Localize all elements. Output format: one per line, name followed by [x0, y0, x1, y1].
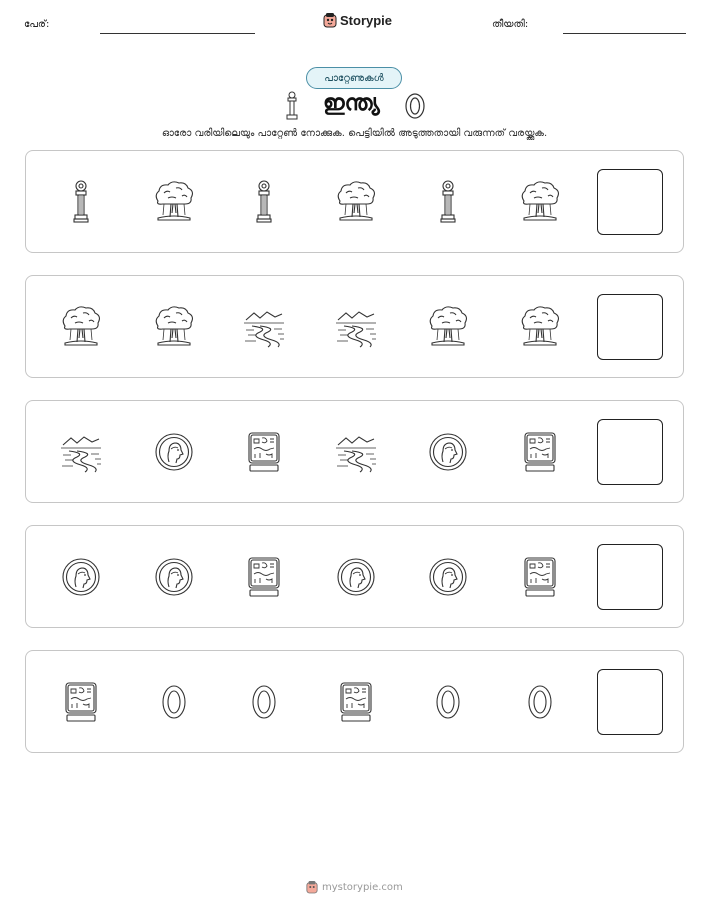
pattern-row — [25, 275, 684, 378]
coin-icon — [334, 554, 378, 600]
zero-icon — [518, 679, 562, 725]
seal-icon — [59, 679, 103, 725]
answer-box[interactable] — [597, 169, 663, 235]
zero-icon — [426, 679, 470, 725]
pattern-row — [25, 150, 684, 253]
brand-name: Storypie — [340, 12, 393, 28]
page-title: ഇന്ത്യ — [323, 91, 380, 116]
banyan-tree-icon — [518, 179, 562, 225]
date-line[interactable] — [563, 33, 686, 34]
pillar-icon — [59, 179, 103, 225]
answer-box[interactable] — [597, 544, 663, 610]
pattern-row — [25, 400, 684, 503]
answer-box[interactable] — [597, 294, 663, 360]
seal-icon — [518, 554, 562, 600]
seal-icon — [518, 429, 562, 475]
storypie-mascot-icon — [306, 880, 318, 894]
pattern-row — [25, 650, 684, 753]
instructions: ഓരോ വരിയിലെയും പാറ്റേൺ നോക്കുക. പെട്ടിയിൽ അടുത്തതായി വരുന്നത് വരയ്ക്കുക. — [161, 128, 548, 139]
seal-icon — [334, 679, 378, 725]
pillar-icon — [283, 91, 301, 121]
river-icon — [242, 304, 286, 350]
name-label: പേര്: — [24, 19, 50, 30]
pillar-icon — [426, 179, 470, 225]
banyan-tree-icon — [59, 304, 103, 350]
coin-icon — [59, 554, 103, 600]
pillar-icon — [242, 179, 286, 225]
seal-icon — [242, 429, 286, 475]
answer-box[interactable] — [597, 669, 663, 735]
name-line[interactable] — [100, 33, 255, 34]
coin-icon — [152, 554, 196, 600]
topic-badge: പാറ്റേണുകൾ — [306, 67, 402, 89]
pattern-row — [25, 525, 684, 628]
banyan-tree-icon — [426, 304, 470, 350]
seal-icon — [242, 554, 286, 600]
brand-logo — [323, 12, 392, 28]
title-row — [0, 91, 709, 123]
footer — [306, 880, 403, 894]
zero-icon — [152, 679, 196, 725]
coin-icon — [426, 429, 470, 475]
date-label: തീയതി: — [492, 19, 529, 30]
river-icon — [334, 304, 378, 350]
banyan-tree-icon — [152, 179, 196, 225]
river-icon — [334, 429, 378, 475]
river-icon — [59, 429, 103, 475]
coin-icon — [426, 554, 470, 600]
banyan-tree-icon — [152, 304, 196, 350]
zero-icon — [242, 679, 286, 725]
coin-icon — [152, 429, 196, 475]
banyan-tree-icon — [518, 304, 562, 350]
banyan-tree-icon — [334, 179, 378, 225]
answer-box[interactable] — [597, 419, 663, 485]
zero-icon — [404, 92, 426, 120]
footer-url[interactable]: mystorypie.com — [322, 881, 403, 893]
storypie-mascot-icon — [323, 12, 337, 28]
